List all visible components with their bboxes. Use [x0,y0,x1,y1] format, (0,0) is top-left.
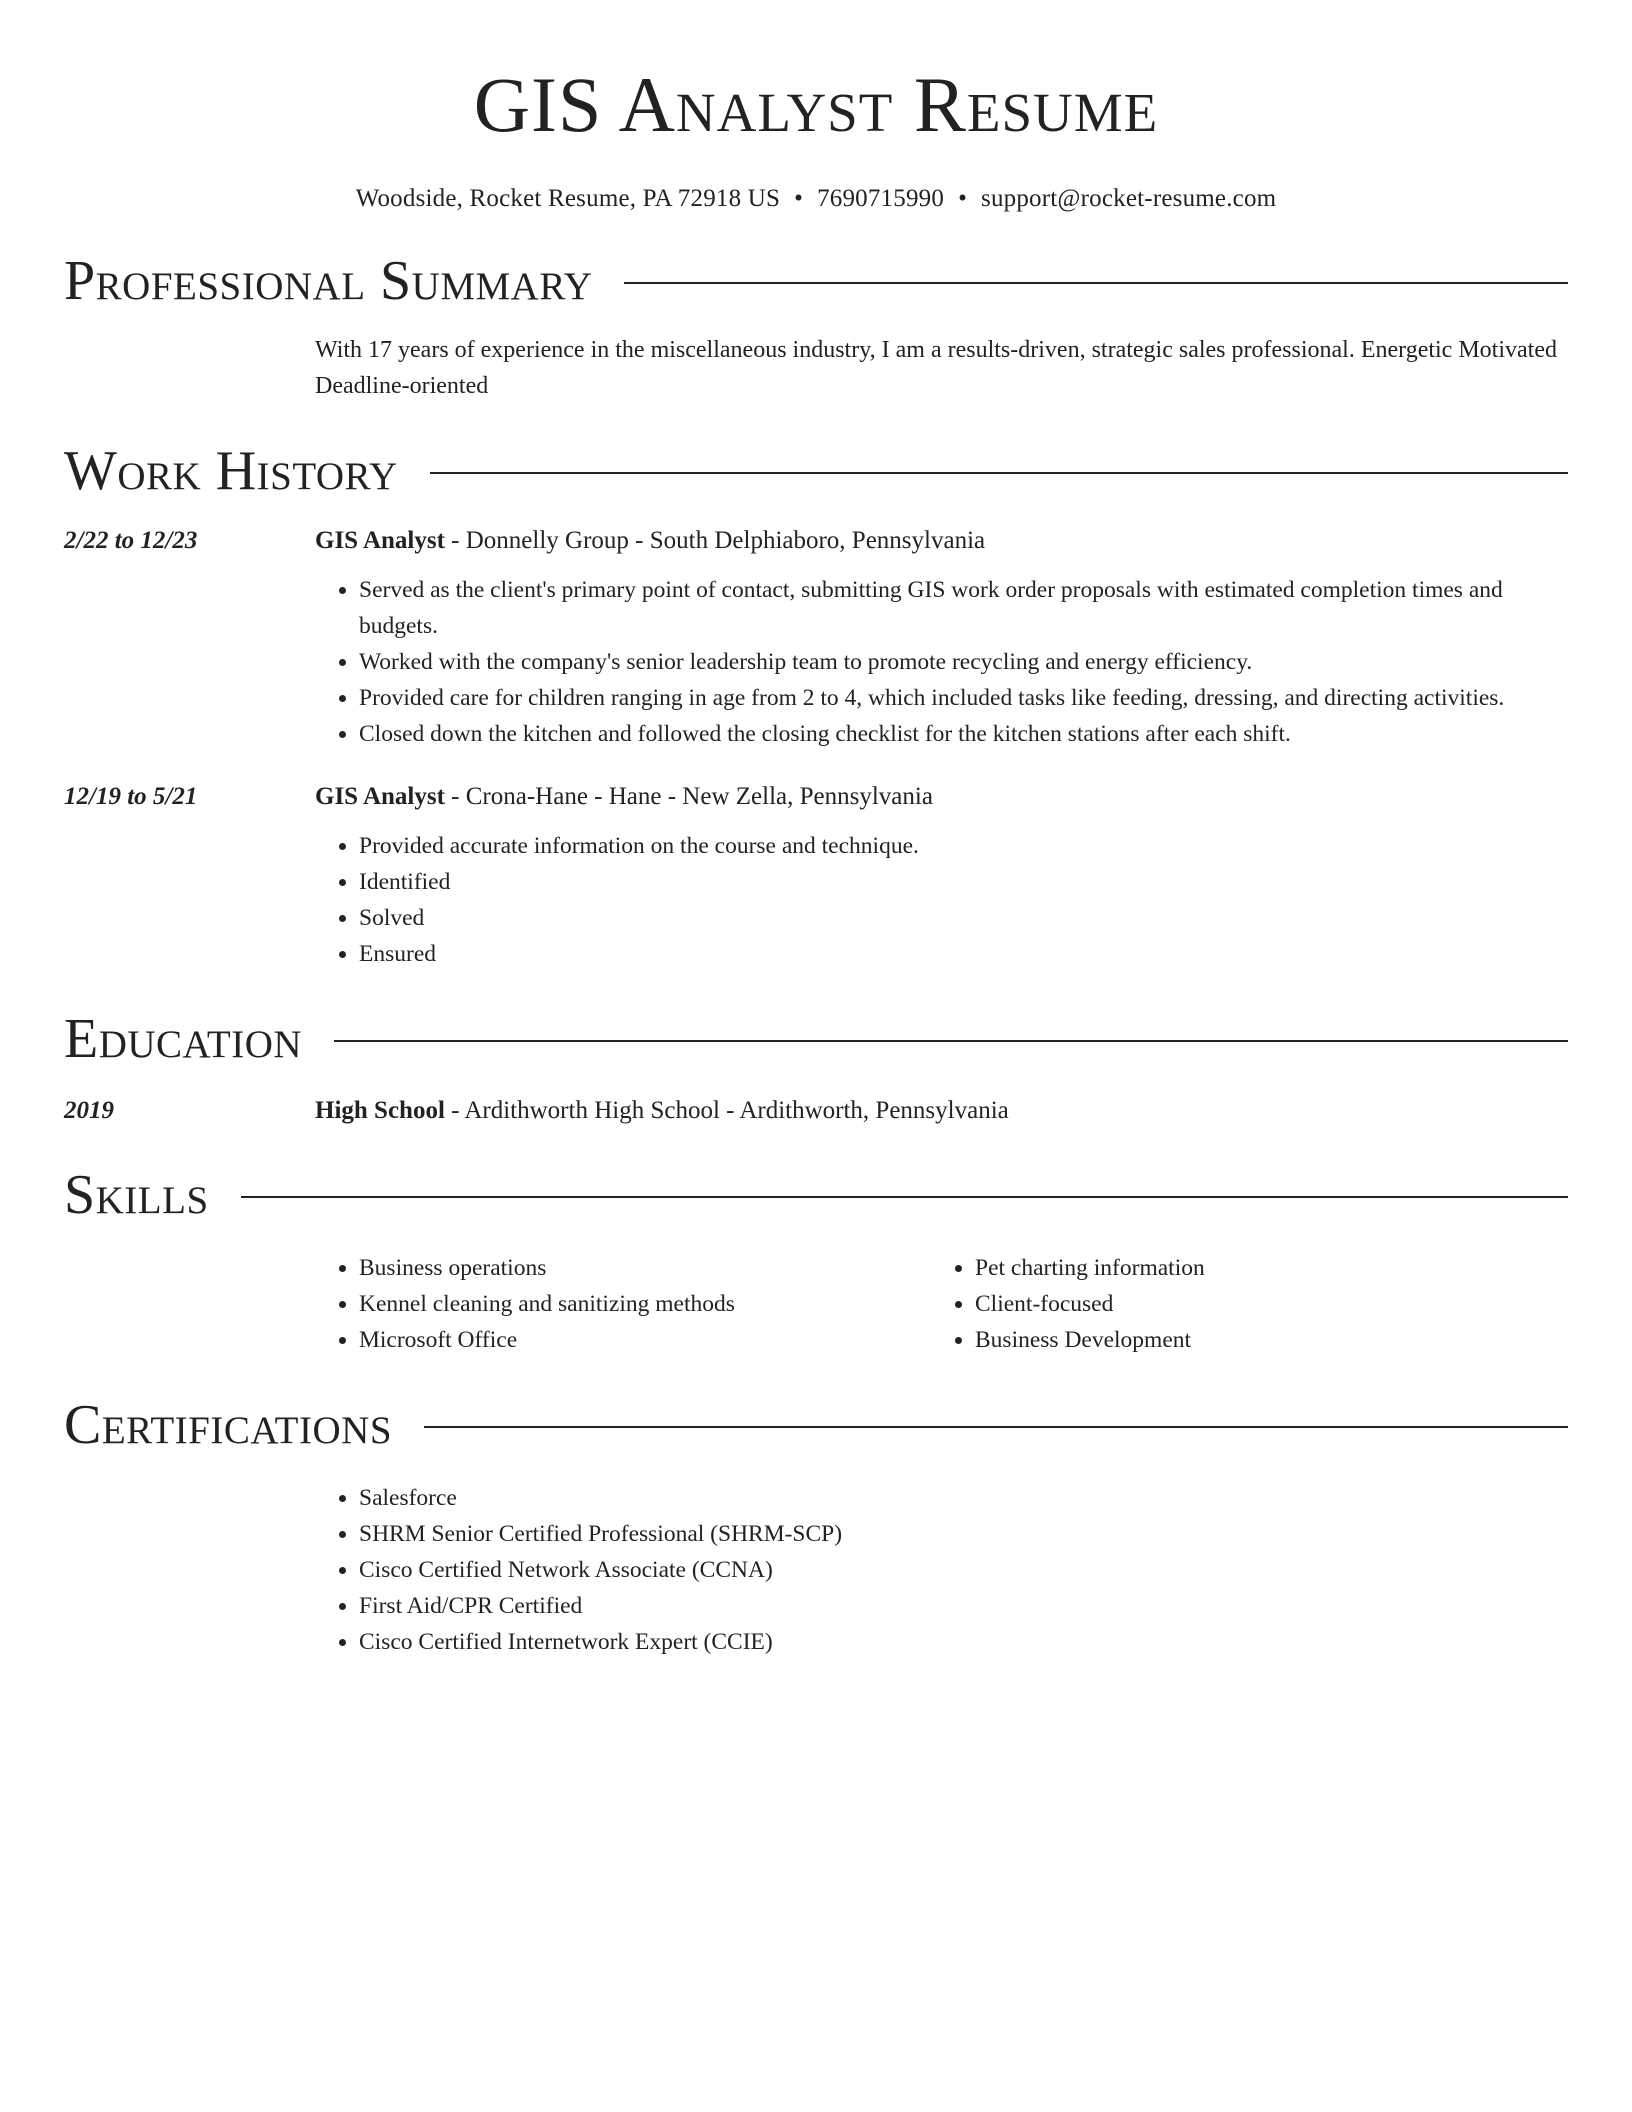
education-section-header [64,1006,1568,1072]
skills-heading: Skills [64,1164,209,1226]
list-item: • Identified [359,864,1568,900]
work-section-header [64,438,1568,504]
certifications-list [315,1480,1568,1660]
contact-line [64,184,1568,214]
certifications-spacer [64,1458,315,1660]
contact-separator: • [958,185,968,212]
skills-row [64,1228,1568,1358]
list-item: • Salesforce [359,1480,1568,1516]
list-item: • Worked with the company's senior leadership team to promote recycling and energy efficiency. [359,644,1568,680]
list-item: • Solved [359,900,1568,936]
certifications-row [64,1458,1568,1660]
education-entry [64,1094,1568,1128]
summary-row [64,332,1568,404]
contact-separator: • [794,185,804,212]
job-title-line [315,524,1568,558]
list-item: • Kennel cleaning and sanitizing methods [359,1286,931,1322]
job-entry [64,780,1568,972]
list-item: • Provided care for children ranging in age from 2 to 4, which included tasks like feeding, dressing, and directing activities. [359,680,1568,716]
work-heading: Work History [64,440,398,502]
list-item: • Microsoft Office [359,1322,931,1358]
job-dates: 2/22 to 12/23 [64,527,198,554]
education-heading: Education [64,1008,303,1070]
contact-phone: 7690715990 [817,185,945,212]
summary-section-header [64,248,1568,314]
skills-spacer [64,1228,315,1358]
section-divider [430,472,1568,474]
job-bullets [315,572,1568,752]
job-title-line [315,780,1568,814]
skills-list-right [931,1250,1547,1358]
list-item: • Closed down the kitchen and followed the closing checklist for the kitchen stations after each shift. [359,716,1568,752]
summary-text: With 17 years of experience in the miscellaneous industry, I am a results-driven, strategic sales professional. Energetic Motivated Deadline-oriented [315,337,1557,399]
section-divider [424,1426,1568,1428]
education-line [315,1094,1568,1128]
page-title: GIS Analyst Resume [473,61,1159,148]
section-divider [624,282,1568,284]
job-details: - Donnelly Group - South Delphiaboro, Pennsylvania [444,527,986,554]
job-dates: 12/19 to 5/21 [64,783,198,810]
job-title: GIS Analyst [315,527,445,554]
job-title: GIS Analyst [315,783,445,810]
contact-email: support@rocket-resume.com [981,185,1277,212]
list-item: • Business operations [359,1250,931,1286]
list-item: • First Aid/CPR Certified [359,1588,1568,1624]
certifications-heading: Certifications [64,1394,393,1456]
list-item: • Cisco Certified Network Associate (CCNA) [359,1552,1568,1588]
skills-section-header [64,1162,1568,1228]
certifications-section-header [64,1392,1568,1458]
list-item: • Business Development [975,1322,1547,1358]
education-details: - Ardithworth High School - Ardithworth, Pennsylvania [444,1097,1009,1124]
summary-spacer [64,332,315,404]
list-item: • Cisco Certified Internetwork Expert (CCIE) [359,1624,1568,1660]
education-degree: High School [315,1097,445,1124]
contact-address: Woodside, Rocket Resume, PA 72918 US [355,185,781,212]
list-item: • Ensured [359,936,1568,972]
list-item: • SHRM Senior Certified Professional (SHRM-SCP) [359,1516,1568,1552]
list-item: • Client-focused [975,1286,1547,1322]
section-divider [334,1040,1568,1042]
skills-list-left [315,1250,931,1358]
education-year: 2019 [64,1097,114,1124]
job-details: - Crona-Hane - Hane - New Zella, Pennsylvania [444,783,933,810]
list-item: • Provided accurate information on the course and technique. [359,828,1568,864]
section-divider [241,1196,1568,1198]
summary-heading: Professional Summary [64,250,593,312]
job-bullets [315,828,1568,972]
list-item: • Pet charting information [975,1250,1547,1286]
list-item: • Served as the client's primary point of contact, submitting GIS work order proposals with estimated completion times and budgets. [359,572,1568,644]
job-entry [64,524,1568,752]
